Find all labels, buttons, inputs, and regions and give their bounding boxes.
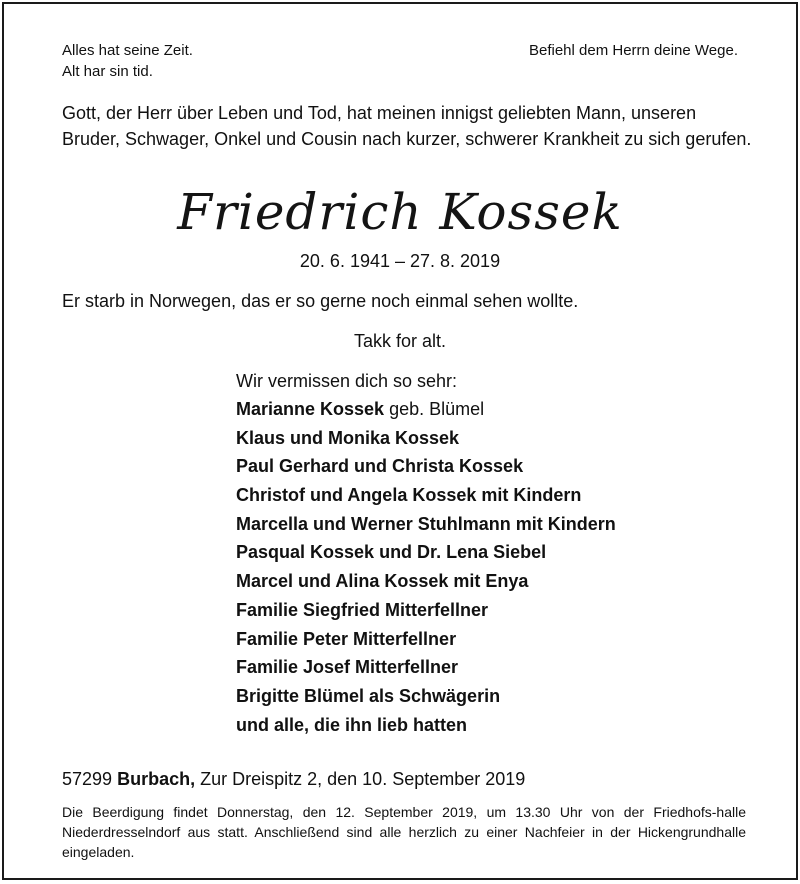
mourner-name: Familie Josef Mitterfellner	[236, 657, 459, 678]
maiden-name: geb. Blümel	[389, 399, 485, 419]
mourner-rows	[236, 427, 616, 743]
death-note: Er starb in Norwegen, das er so gerne noch einmal sehen wollte.	[62, 291, 579, 311]
obituary-notice	[2, 2, 798, 880]
mourner-name: Pasqual Kossek und Dr. Lena Siebel	[236, 542, 547, 563]
motto-left	[62, 40, 193, 82]
mourner-row	[236, 398, 616, 427]
mourner-name: Paul Gerhard und Christa Kossek	[236, 456, 524, 477]
mourner-name: Christof und Angela Kossek mit Kindern	[236, 485, 582, 506]
mourner-name: Klaus und Monika Kossek	[236, 427, 460, 448]
deceased-name: Friedrich Kossek	[177, 183, 623, 241]
closing-quote: Takk for alt.	[353, 331, 447, 351]
mourner-name: Familie Siegfried Mitterfellner	[236, 599, 489, 620]
place-and-date	[62, 768, 525, 790]
postcode: 57299	[62, 769, 113, 789]
mourner-name: Marcel und Alina Kossek mit Enya	[236, 571, 529, 592]
intro-text: Gott, der Herr über Leben und Tod, hat meinen innigst geliebten Mann, unseren Bruder, Schwager, Onkel und Cousin nach kurzer, schwerer Krankheit zu sich gerufen.	[62, 103, 752, 149]
motto-line: Alles hat seine Zeit.	[62, 42, 193, 59]
mourners-intro: Wir vermissen dich so sehr:	[236, 371, 458, 391]
motto-line: Alt har sin tid.	[62, 63, 153, 80]
mourner-name: Marianne Kossek	[236, 399, 385, 419]
town: Burbach,	[117, 769, 196, 789]
mourners-list	[236, 370, 616, 742]
life-dates: 20. 6. 1941 – 27. 8. 2019	[299, 251, 501, 271]
mourner-name: Marcella und Werner Stuhlmann mit Kindern	[236, 513, 616, 534]
mourner-name: und alle, die ihn lieb hatten	[236, 714, 468, 735]
funeral-notice: Die Beerdigung findet Donnerstag, den 12. September 2019, um 13.30 Uhr von der Friedhofs-halle Niederdresselndorf aus statt. Anschließend sind alle herzlich zu einer Nachfeier in der Hickengrundhalle eingeladen.	[62, 804, 746, 860]
mourner-name: Familie Peter Mitterfellner	[236, 628, 457, 649]
mourner-name: Brigitte Blümel als Schwägerin	[236, 685, 501, 706]
motto-right: Befiehl dem Herrn deine Wege.	[528, 42, 738, 59]
address-date: Zur Dreispitz 2, den 10. September 2019	[200, 769, 526, 789]
